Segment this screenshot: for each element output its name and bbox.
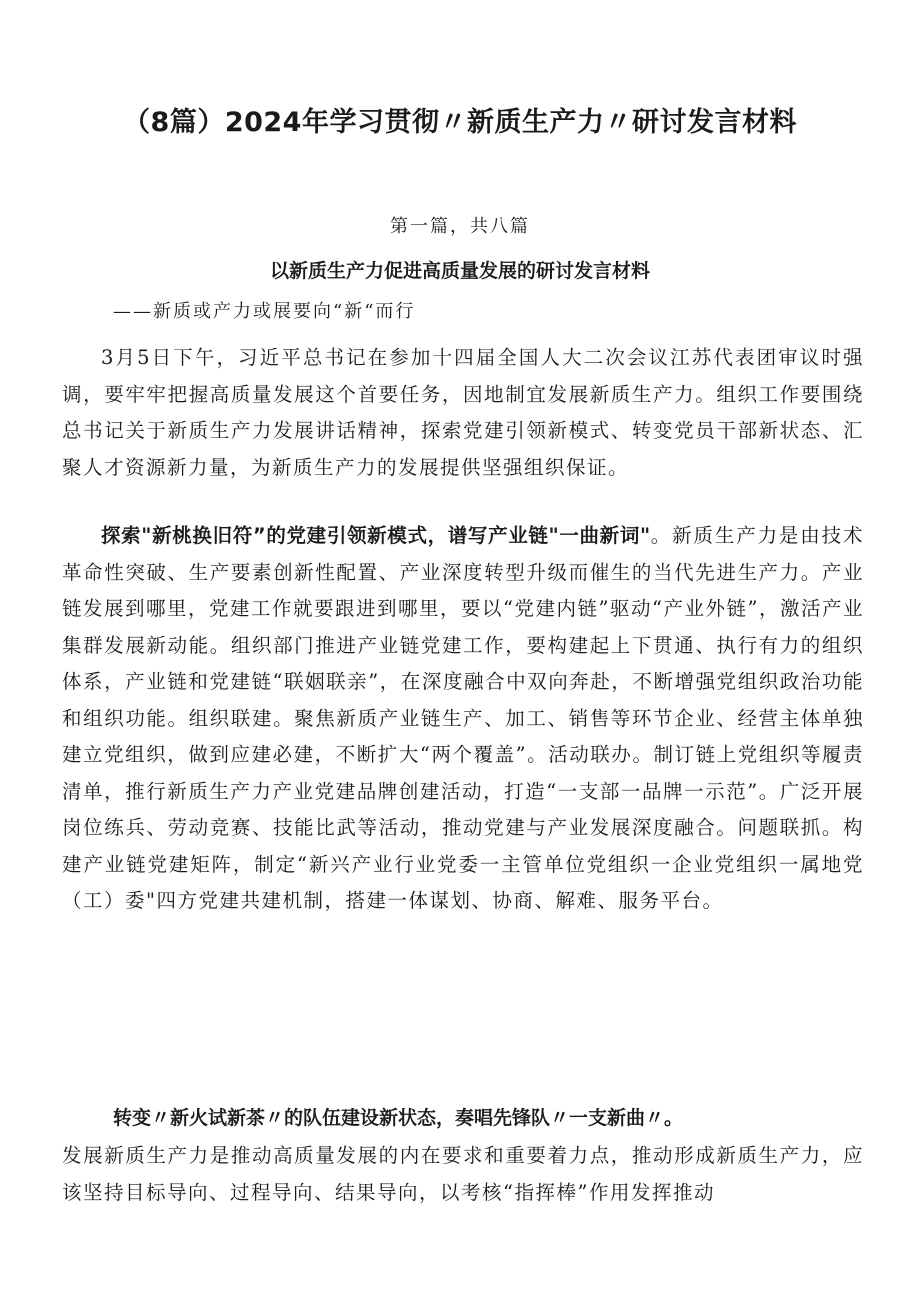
paragraph-body-text: 。新质生产力是由技术革命性突破、生产要素创新性配置、产业深度转型升级而催生的当代先进生产力。产业链发展到哪里，党建工作就要跟进到哪里，要以“党建内链”驱动“产业外链”，激活产业集群发展新动能。组织部门推进产业链党建工作，要构建起上下贯通、执行有力的组织体系，产业链和党建链“联姻联亲”，在深度融合中双向奔赴，不断增强党组织政治功能和组织功能。组织联建。聚焦新质产业链生产、加工、销售等环节企业、经营主体单独建立党组织，做到应建必建，不断扩大“两个覆盖”。活动联办。制订链上党组织等履责清单，推行新质生产力产业党建品牌创建活动，打造“一支部一品牌一示范”。广泛开展岗位练兵、劳动竞赛、技能比武等活动，推动党建与产业发展深度融合。问题联抓。构建产业链党建矩阵，制定“新兴产业行业党委一主管单位党组织一企业党组织一属地党（工）委"四方党建共建机制，搭建一体谋划、协商、解难、服务平台。 [62,524,864,912]
paragraph-intro: 3月5日下午，习近平总书记在参加十四届全国人大二次会议江苏代表团审议时强调，要牢牢把握高质量发展这个首要任务，因地制宜发展新质生产力。组织工作要围绕总书记关于新质生产力发展讲话精神，探索党建引领新模式、转变党员干部新状态、汇聚人才资源新力量，为新质生产力的发展提供坚强组织保证。 [62,346,864,479]
paragraph-lead-sentence: 探索"新桃换旧符”的党建引领新模式，谱写产业链"一曲新词" [101,524,651,547]
part-number: 第一篇，共八篇 [390,216,530,237]
paragraph-party-building [62,518,864,1108]
section-heading: 转变〃新火试新茶〃的队伍建设新状态，奏唱先锋队〃一支新曲〃。 [113,1107,684,1129]
speech-subtitle: 以新质生产力促进高质量发展的研讨发言材料 [269,260,650,282]
document-title: （8篇）2024年学习贯彻〃新质生产力〃研讨发言材料 [123,107,797,138]
dash-subheading: ——新质或产力或展要向“新“而行 [113,301,416,322]
paragraph-productivity: 发展新质生产力是推动高质量发展的内在要求和重要着力点，推动形成新质生产力，应该坚持目标导向、过程导向、结果导向，以考核“指挥棒”作用发挥推动 [62,1144,864,1204]
